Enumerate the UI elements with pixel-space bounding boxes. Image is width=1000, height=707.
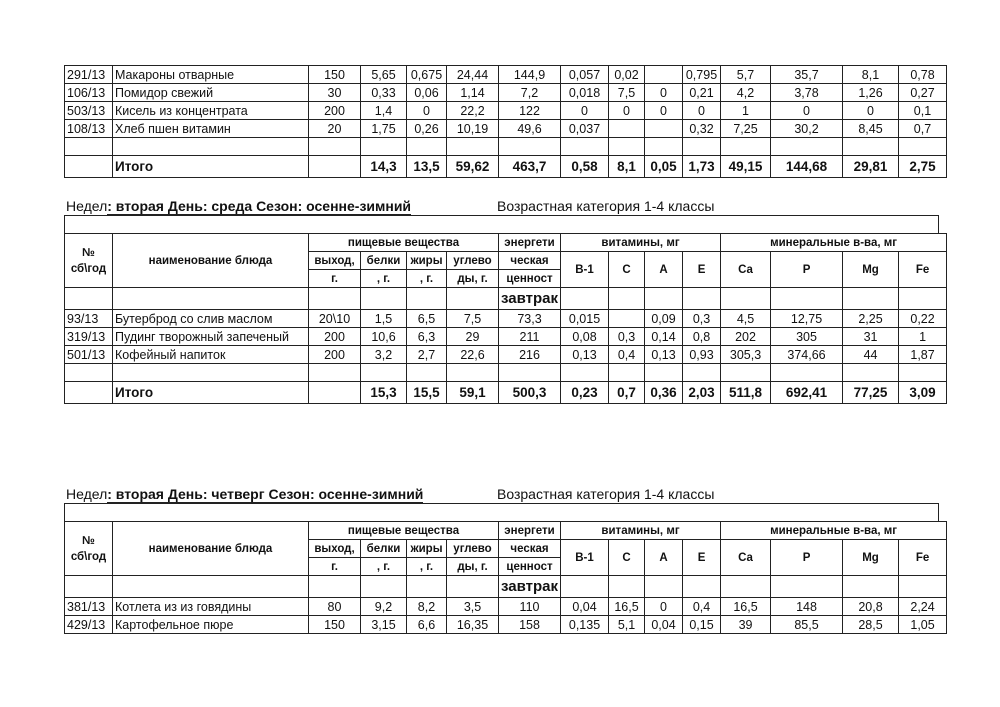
header-cell: наименование блюда [113, 234, 309, 288]
header-num: № [82, 246, 95, 259]
header-cell: жиры [407, 540, 447, 558]
table-cell: 3,15 [361, 616, 407, 634]
header-cell: пищевые вещества [309, 522, 499, 540]
header-cell: г. [309, 270, 361, 288]
table-cell [65, 288, 113, 310]
table-cell: 28,5 [843, 616, 899, 634]
header-cell: , г. [361, 270, 407, 288]
table-cell: 80 [309, 598, 361, 616]
header-cell: Е [683, 540, 721, 576]
header-cell [65, 234, 113, 288]
table-cell: 158 [499, 616, 561, 634]
table-cell [683, 576, 721, 598]
table-cell: 1,05 [899, 616, 947, 634]
table-cell: 0 [645, 84, 683, 102]
header-cell: выход, [309, 252, 361, 270]
week-prefix: Недел [66, 198, 108, 214]
table-cell [309, 576, 361, 598]
table-row [65, 328, 947, 346]
table-cell: 305 [771, 328, 843, 346]
table-cell: 0,21 [683, 84, 721, 102]
header-cell: Mg [843, 252, 899, 288]
table-cell: 5,7 [721, 66, 771, 84]
table-cell: 0 [771, 102, 843, 120]
table-cell: 0,3 [683, 310, 721, 328]
header-cell: пищевые вещества [309, 234, 499, 252]
table-cell: 29,81 [843, 156, 899, 178]
table-cell: 10,19 [447, 120, 499, 138]
table-cell: 2,03 [683, 382, 721, 404]
table-cell: 0,057 [561, 66, 609, 84]
header-cell: ческая [499, 252, 561, 270]
table-cell: 0,06 [407, 84, 447, 102]
table-thursday-body [65, 598, 947, 634]
table-cell: 6,6 [407, 616, 447, 634]
table-cell [683, 288, 721, 310]
table-cell: 108/13 [65, 120, 113, 138]
header-cell: , г. [361, 558, 407, 576]
table-wednesday-total [65, 382, 947, 404]
table-cell: 0,93 [683, 346, 721, 364]
table-top-total [65, 156, 947, 178]
week-info-wednesday [66, 198, 411, 214]
nutrition-table-wednesday [64, 233, 947, 404]
table-cell: 7,2 [499, 84, 561, 102]
table-row-spacer [65, 364, 947, 382]
table-cell: 22,6 [447, 346, 499, 364]
table-cell: 31 [843, 328, 899, 346]
table-cell: 110 [499, 598, 561, 616]
table-cell: 49,15 [721, 156, 771, 178]
header-cell: ценност [499, 270, 561, 288]
meal-label: завтрак [499, 576, 561, 598]
table-cell: 463,7 [499, 156, 561, 178]
table-cell: 291/13 [65, 66, 113, 84]
table-cell: 200 [309, 346, 361, 364]
table-cell: 4,5 [721, 310, 771, 328]
table-cell: 59,62 [447, 156, 499, 178]
table-cell: 0,7 [899, 120, 947, 138]
header-cell: ды, г. [447, 270, 499, 288]
header-num: № [82, 534, 95, 547]
header-cell: С [609, 540, 645, 576]
table-cell: 7,5 [609, 84, 645, 102]
table-cell: 12,75 [771, 310, 843, 328]
table-cell: 30,2 [771, 120, 843, 138]
table-cell: 8,2 [407, 598, 447, 616]
table-cell: 0 [645, 102, 683, 120]
table-cell: 211 [499, 328, 561, 346]
table-cell: 1,73 [683, 156, 721, 178]
table-cell: 16,5 [721, 598, 771, 616]
table-cell [645, 66, 683, 84]
table-cell: 1,14 [447, 84, 499, 102]
table-cell: 500,3 [499, 382, 561, 404]
age-category-thursday: Возрастная категория 1-4 классы [497, 486, 715, 502]
table-cell: 144,68 [771, 156, 843, 178]
table-cell: 0,08 [561, 328, 609, 346]
table-cell: Картофельное пюре [113, 616, 309, 634]
table-cell: 0,7 [609, 382, 645, 404]
table-cell: 3,09 [899, 382, 947, 404]
table-cell [609, 310, 645, 328]
table-cell: 0,78 [899, 66, 947, 84]
table-cell [771, 288, 843, 310]
header-cell: наименование блюда [113, 522, 309, 576]
table-cell: 0,13 [645, 346, 683, 364]
header-cell: Е [683, 252, 721, 288]
table-cell [609, 576, 645, 598]
header-cell: Са [721, 252, 771, 288]
table-cell: 1,75 [361, 120, 407, 138]
table-cell [771, 576, 843, 598]
table-cell: 0 [645, 598, 683, 616]
table-row [65, 310, 947, 328]
table-cell [899, 288, 947, 310]
table-row [65, 84, 947, 102]
table-cell: 2,25 [843, 310, 899, 328]
table-cell: Помидор свежий [113, 84, 309, 102]
table-cell: Кофейный напиток [113, 346, 309, 364]
table-cell: 73,3 [499, 310, 561, 328]
header-cell: Fe [899, 252, 947, 288]
table-cell: 10,6 [361, 328, 407, 346]
table-row [65, 346, 947, 364]
table-cell: 20 [309, 120, 361, 138]
header-cell: Р [771, 252, 843, 288]
header-cell: Fe [899, 540, 947, 576]
header-cell: ценност [499, 558, 561, 576]
table-cell: 15,5 [407, 382, 447, 404]
table-cell: 216 [499, 346, 561, 364]
week-day-season: : вторая День: четверг Сезон: осенне-зимний [107, 486, 424, 502]
table-cell: 692,41 [771, 382, 843, 404]
header-num-year: сб\год [70, 550, 107, 563]
table-cell: 9,2 [361, 598, 407, 616]
table-cell: 0 [683, 102, 721, 120]
table-thursday-header [65, 522, 947, 598]
table-cell: 35,7 [771, 66, 843, 84]
table-cell: 0,04 [561, 598, 609, 616]
table-row [65, 598, 947, 616]
table-cell: 0,09 [645, 310, 683, 328]
table-cell [899, 576, 947, 598]
table-row [65, 120, 947, 138]
table-wednesday-header [65, 234, 947, 310]
table-cell [361, 576, 407, 598]
table-cell [843, 576, 899, 598]
header-cell: Са [721, 540, 771, 576]
header-num-year: сб\год [70, 262, 107, 275]
table-cell: 0,26 [407, 120, 447, 138]
meal-row [65, 576, 947, 598]
table-cell: 2,24 [899, 598, 947, 616]
table-cell: 20\10 [309, 310, 361, 328]
table-cell: 0,4 [609, 346, 645, 364]
header-cell: витамины, мг [561, 234, 721, 252]
table-cell [113, 576, 309, 598]
table-cell [721, 576, 771, 598]
table-cell: 150 [309, 66, 361, 84]
table-cell: 0,15 [683, 616, 721, 634]
table-cell [309, 288, 361, 310]
table-cell: 381/13 [65, 598, 113, 616]
table-cell: 0,23 [561, 382, 609, 404]
table-cell: 122 [499, 102, 561, 120]
table-cell: 1,87 [899, 346, 947, 364]
table-cell: 2,7 [407, 346, 447, 364]
header-cell: белки [361, 540, 407, 558]
table-cell: 0,037 [561, 120, 609, 138]
table-cell: 0,36 [645, 382, 683, 404]
table-cell [113, 288, 309, 310]
table-cell: 8,45 [843, 120, 899, 138]
table-cell: 319/13 [65, 328, 113, 346]
table-cell: 29 [447, 328, 499, 346]
table-cell [645, 288, 683, 310]
table-cell: 0,795 [683, 66, 721, 84]
table-cell: 1,4 [361, 102, 407, 120]
header-cell: ческая [499, 540, 561, 558]
table-cell [65, 156, 113, 178]
header-cell: энергети [499, 234, 561, 252]
header-cell: жиры [407, 252, 447, 270]
table-cell: 1,26 [843, 84, 899, 102]
table-cell [65, 576, 113, 598]
table-cell: 144,9 [499, 66, 561, 84]
table-cell: 0,04 [645, 616, 683, 634]
table-cell [645, 120, 683, 138]
table-cell: 6,3 [407, 328, 447, 346]
table-cell: 429/13 [65, 616, 113, 634]
header-cell: В-1 [561, 540, 609, 576]
table-cell: 13,5 [407, 156, 447, 178]
table-cell: 0,02 [609, 66, 645, 84]
table-cell [361, 288, 407, 310]
table-cell: 85,5 [771, 616, 843, 634]
table-cell: 511,8 [721, 382, 771, 404]
table-cell: 0,22 [899, 310, 947, 328]
meal-label: завтрак [499, 288, 561, 310]
table-row-total [65, 156, 947, 178]
header-cell: выход, [309, 540, 361, 558]
table-cell: 0,018 [561, 84, 609, 102]
table-cell: 77,25 [843, 382, 899, 404]
header-cell: углево [447, 252, 499, 270]
week-day-season: : вторая День: среда Сезон: осенне-зимний [107, 198, 412, 214]
table-cell: 16,5 [609, 598, 645, 616]
table-cell: 14,3 [361, 156, 407, 178]
header-cell: С [609, 252, 645, 288]
table-cell: Котлета из из говядины [113, 598, 309, 616]
table-cell: 16,35 [447, 616, 499, 634]
table-header-row [65, 522, 947, 540]
table-cell: 5,1 [609, 616, 645, 634]
table-cell: 0,33 [361, 84, 407, 102]
header-cell [65, 522, 113, 576]
table-cell: 0,13 [561, 346, 609, 364]
table-cell [407, 288, 447, 310]
age-category-wednesday: Возрастная категория 1-4 классы [497, 198, 715, 214]
table-cell: 3,2 [361, 346, 407, 364]
table-cell: 24,44 [447, 66, 499, 84]
header-cell: , г. [407, 270, 447, 288]
table-cell: 7,5 [447, 310, 499, 328]
table-cell: 0,05 [645, 156, 683, 178]
header-cell: энергети [499, 522, 561, 540]
table-cell: 501/13 [65, 346, 113, 364]
table-cell: 202 [721, 328, 771, 346]
table-cell: 0 [609, 102, 645, 120]
table-cell: 150 [309, 616, 361, 634]
table-cell: Хлеб пшен витамин [113, 120, 309, 138]
table-cell: 8,1 [609, 156, 645, 178]
table-cell [447, 288, 499, 310]
table-cell: 0,675 [407, 66, 447, 84]
table-cell: 0,8 [683, 328, 721, 346]
header-cell: углево [447, 540, 499, 558]
table-cell [561, 288, 609, 310]
table-cell: 39 [721, 616, 771, 634]
header-cell: Р [771, 540, 843, 576]
table-cell [721, 288, 771, 310]
nutrition-table-thursday [64, 521, 947, 634]
header-cell: В-1 [561, 252, 609, 288]
table-cell [609, 288, 645, 310]
table-row-total [65, 382, 947, 404]
table-cell [843, 288, 899, 310]
table-cell: 0 [843, 102, 899, 120]
table-cell: Кисель из концентрата [113, 102, 309, 120]
table-cell: 305,3 [721, 346, 771, 364]
table-top-body [65, 66, 947, 138]
table-cell [407, 576, 447, 598]
table-cell: 0,27 [899, 84, 947, 102]
week-info-thursday [66, 486, 423, 502]
table-cell: 0,1 [899, 102, 947, 120]
header-cell: ды, г. [447, 558, 499, 576]
table-cell: Бутерброд со слив маслом [113, 310, 309, 328]
table-cell: 7,25 [721, 120, 771, 138]
table-cell: 148 [771, 598, 843, 616]
header-cell: минеральные в-ва, мг [721, 234, 947, 252]
table-cell: Пудинг творожный запеченый [113, 328, 309, 346]
table-cell: 0 [407, 102, 447, 120]
table-cell: 0,135 [561, 616, 609, 634]
table-cell [645, 576, 683, 598]
table-cell [447, 576, 499, 598]
table-cell: 4,2 [721, 84, 771, 102]
table-cell [609, 120, 645, 138]
header-cell: А [645, 252, 683, 288]
table-cell: 93/13 [65, 310, 113, 328]
table-cell [561, 576, 609, 598]
table-cell: 0,14 [645, 328, 683, 346]
table-row-spacer [65, 138, 947, 156]
table-cell: 3,5 [447, 598, 499, 616]
table-row [65, 616, 947, 634]
table-cell [65, 382, 113, 404]
table-cell: Макароны отварные [113, 66, 309, 84]
header-cell: белки [361, 252, 407, 270]
table-header-row [65, 234, 947, 252]
table-cell: 5,65 [361, 66, 407, 84]
table-cell: 106/13 [65, 84, 113, 102]
table-cell: Итого [113, 156, 309, 178]
table-cell: 0,3 [609, 328, 645, 346]
table-cell: 44 [843, 346, 899, 364]
table-cell: 8,1 [843, 66, 899, 84]
table-cell: 503/13 [65, 102, 113, 120]
table-row [65, 102, 947, 120]
table-cell: 0 [561, 102, 609, 120]
table-cell: 0,58 [561, 156, 609, 178]
table-cell: 3,78 [771, 84, 843, 102]
header-cell: минеральные в-ва, мг [721, 522, 947, 540]
table-cell: 59,1 [447, 382, 499, 404]
table-cell: 30 [309, 84, 361, 102]
table-cell [309, 156, 361, 178]
table-cell: 1,5 [361, 310, 407, 328]
table-cell: 200 [309, 102, 361, 120]
table-cell: 6,5 [407, 310, 447, 328]
table-thursday-top-strip [64, 503, 939, 521]
header-cell: витамины, мг [561, 522, 721, 540]
table-cell: 200 [309, 328, 361, 346]
nutrition-table-top [64, 65, 947, 178]
table-cell: 0,4 [683, 598, 721, 616]
table-cell: 20,8 [843, 598, 899, 616]
table-cell: 2,75 [899, 156, 947, 178]
header-cell: Mg [843, 540, 899, 576]
table-wednesday-body [65, 310, 947, 364]
table-cell: 0,015 [561, 310, 609, 328]
table-cell: 22,2 [447, 102, 499, 120]
table-cell: 1 [721, 102, 771, 120]
table-cell: Итого [113, 382, 309, 404]
week-prefix: Недел [66, 486, 108, 502]
table-cell: 1 [899, 328, 947, 346]
table-cell: 15,3 [361, 382, 407, 404]
table-cell: 374,66 [771, 346, 843, 364]
table-wednesday-top-strip [64, 215, 939, 233]
header-cell: А [645, 540, 683, 576]
header-cell: , г. [407, 558, 447, 576]
header-cell: г. [309, 558, 361, 576]
meal-row [65, 288, 947, 310]
table-cell: 0,32 [683, 120, 721, 138]
table-cell [309, 382, 361, 404]
table-cell: 49,6 [499, 120, 561, 138]
table-row [65, 66, 947, 84]
